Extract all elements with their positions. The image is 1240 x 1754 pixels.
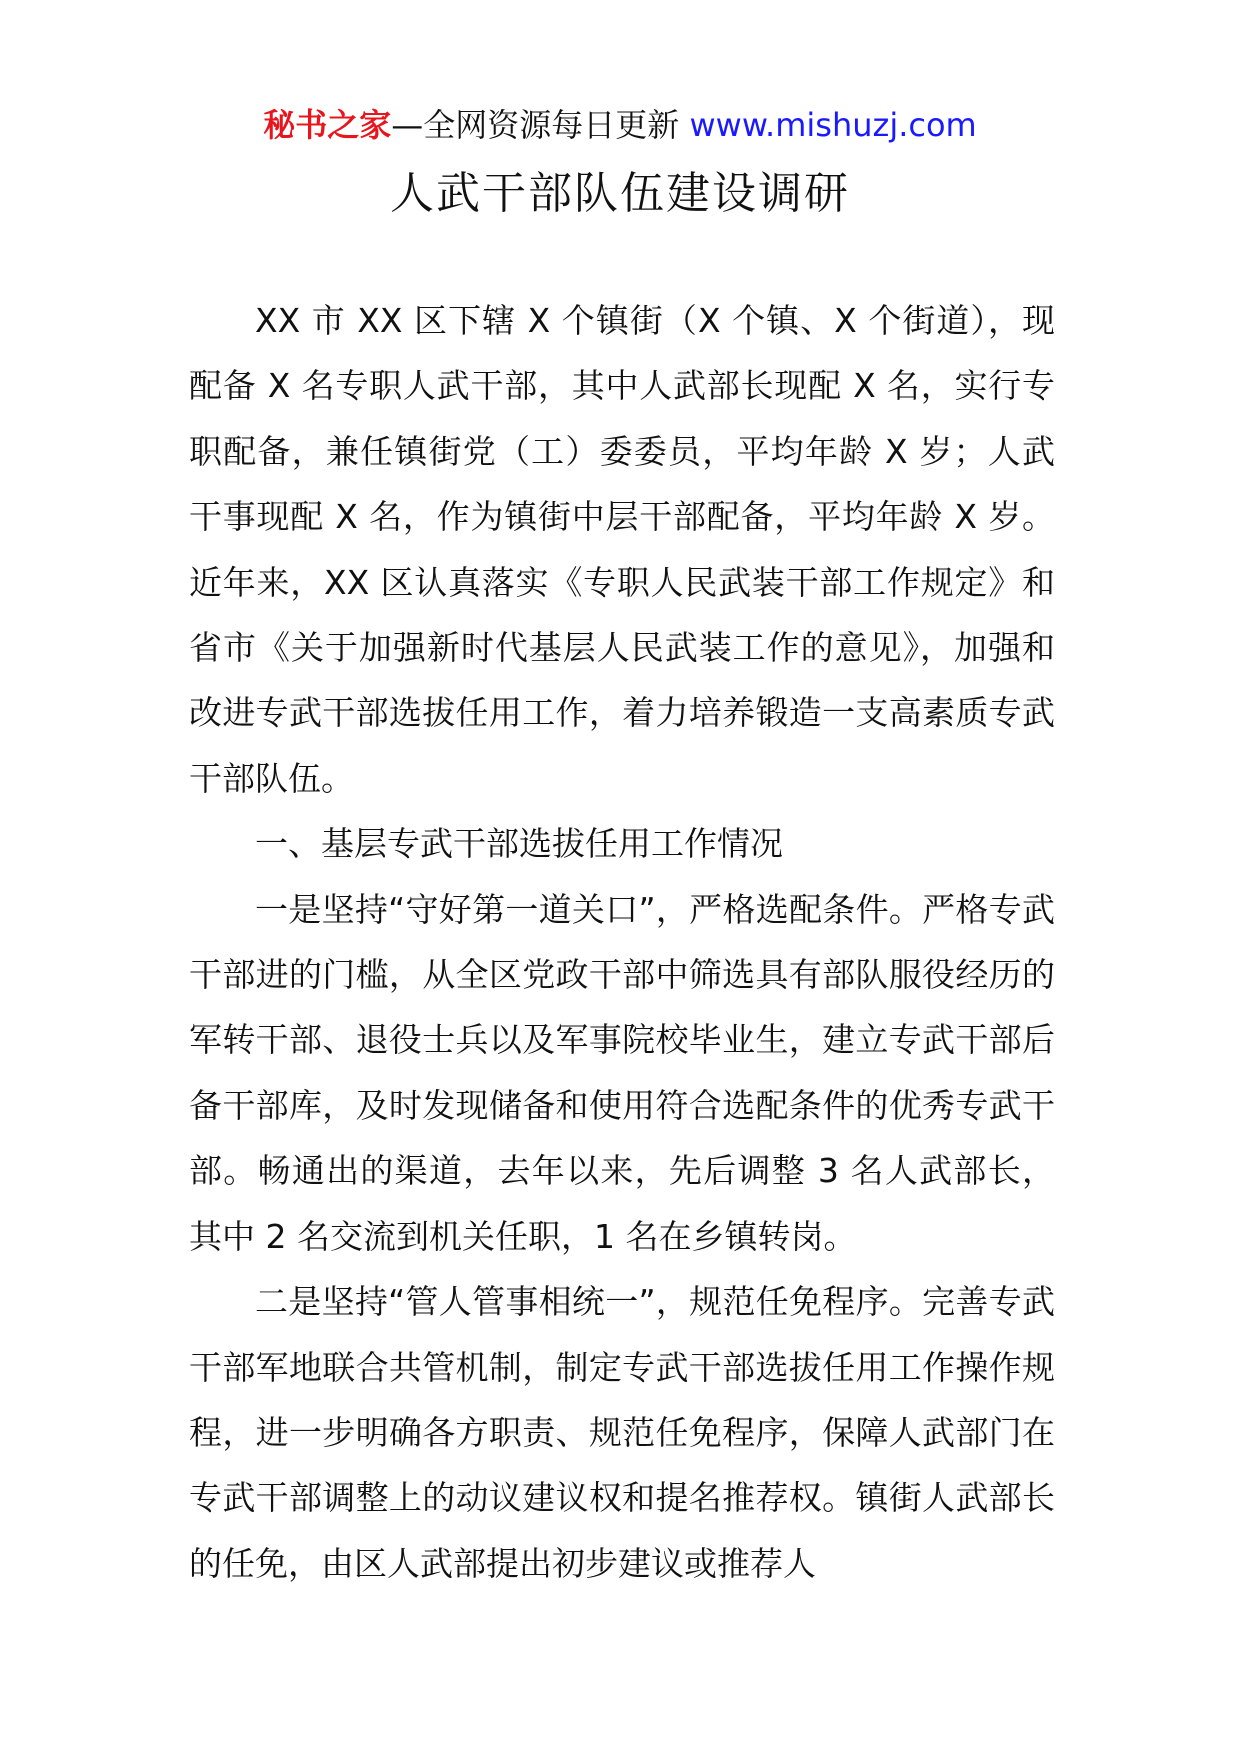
intro-paragraph: XX 市 XX 区下辖 X 个镇街（X 个镇、X 个街道），现配备 X 名专职人武干部，其中人武部长现配 X 名，实行专职配备，兼任镇街党（工）委委员，平均年龄 X 岁；人武干事现配 X 名，作为镇街中层干部配备，平均年龄 X 岁。近年来，XX 区认真落实《专职人民武装干部工作规定》和省市《关于加强新时代基层人民武装工作的意见》，加强和改进专武干部选拔任用工作，着力培养锻造一支高素质专武干部队伍。 (189, 301, 1055, 798)
paragraph-point-two: 二是坚持“管人管事相统一”，规范任免程序。完善专武干部军地联合共管机制，制定专武干部选拔任用工作操作规程，进一步明确各方职责、规范任免程序，保障人武部门在专武干部调整上的动议建议权和提名推荐权。镇街人武部长的任免，由区人武部提出初步建议或推荐人 (189, 1282, 1055, 1583)
site-url-link[interactable]: www.mishuzj.com (689, 106, 977, 144)
site-header (0, 100, 1240, 150)
paragraph-point-one: 一是坚持“守好第一道关口”，严格选配条件。严格专武干部进的门槛，从全区党政干部中筛选具有部队服役经历的军转干部、退役士兵以及军事院校毕业生，建立专武干部后备干部库，及时发现储备和使用符合选配条件的优秀专武干部。畅通出的渠道，去年以来，先后调整 3 名人武部长，其中 2 名交流到机关任职，1 名在乡镇转岗。 (189, 889, 1055, 1256)
section-heading: 一、基层专武干部选拔任用工作情况 (255, 824, 783, 864)
header-tagline: —全网资源每日更新 (391, 106, 680, 144)
brand-name: 秘书之家 (263, 106, 392, 144)
document-title: 人武干部队伍建设调研 (390, 168, 850, 219)
document-body (189, 288, 1055, 1596)
